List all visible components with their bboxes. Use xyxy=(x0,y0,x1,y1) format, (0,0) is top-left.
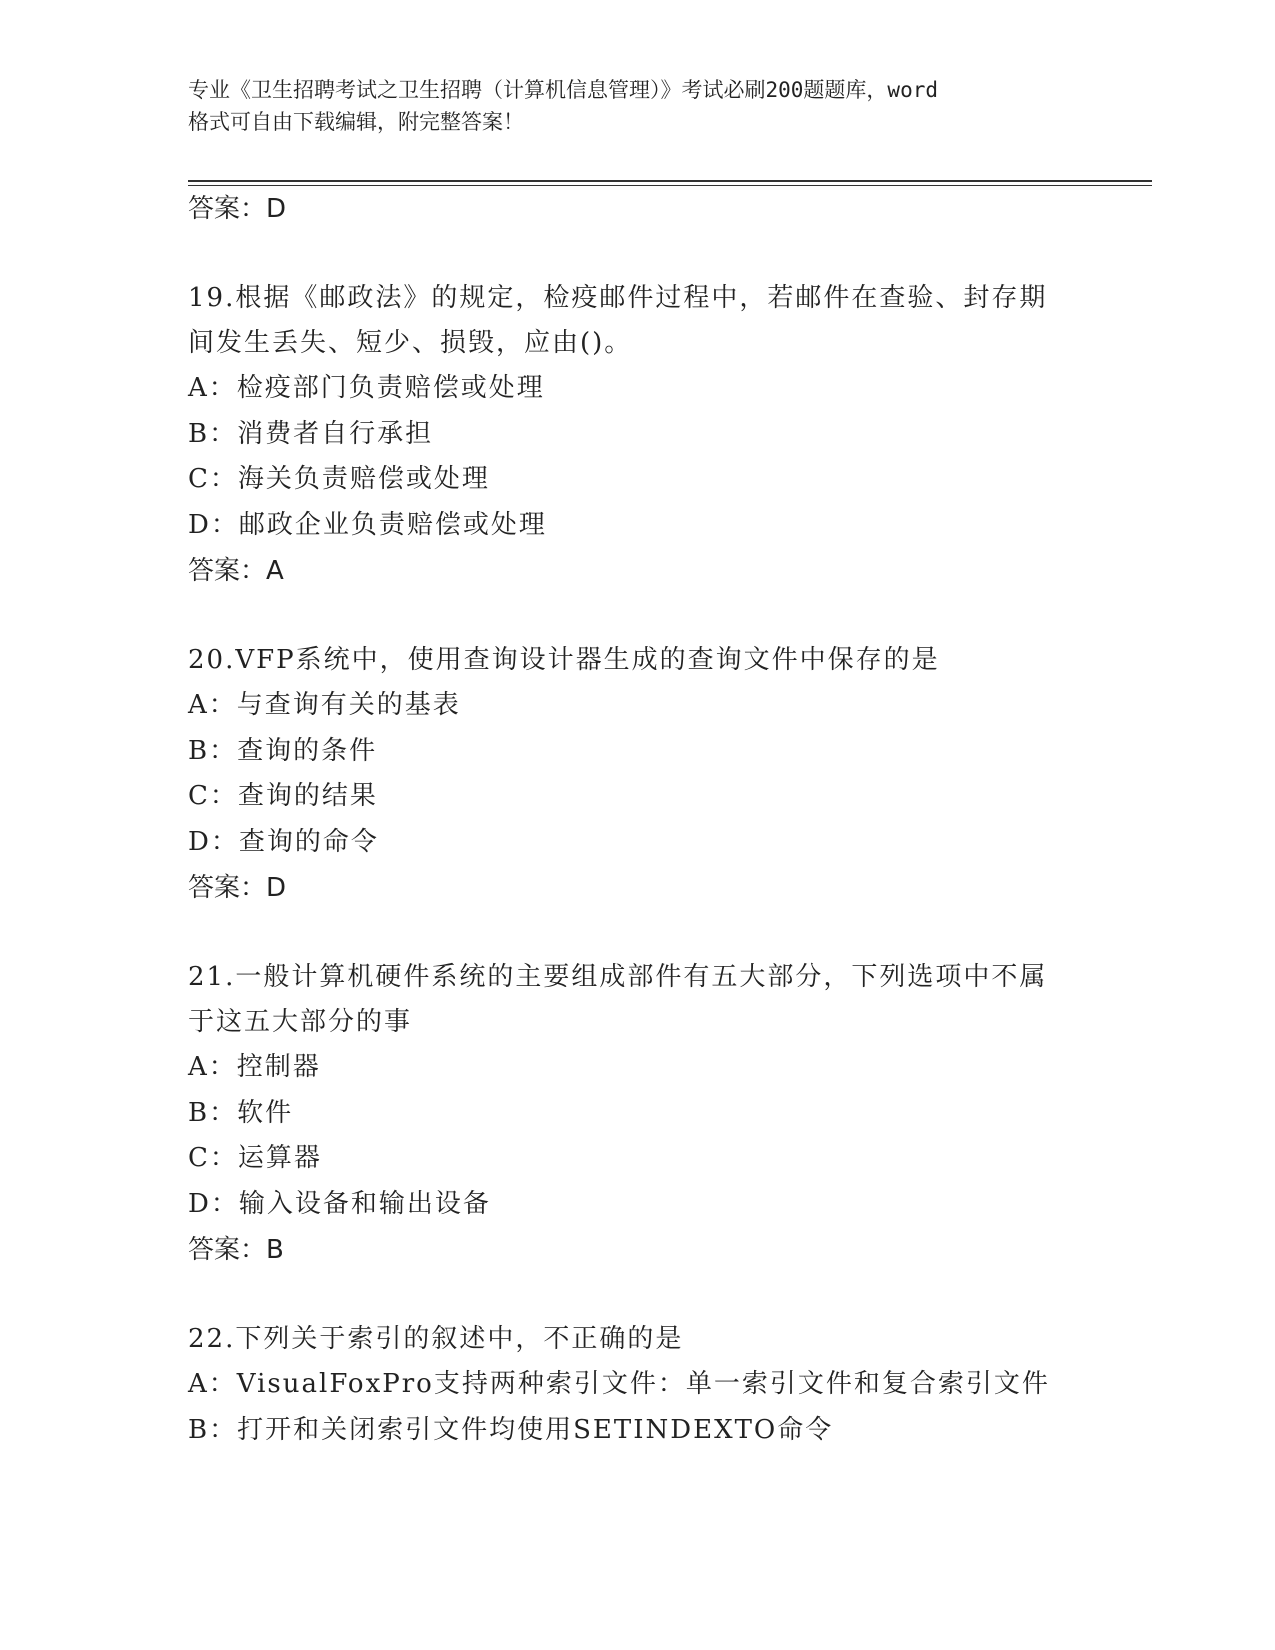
option-b: B：消费者自行承担 xyxy=(188,418,434,449)
option-a: A：VisualFoxPro支持两种索引文件：单一索引文件和复合索引文件 xyxy=(188,1369,1050,1399)
option-a: A：与查询有关的基表 xyxy=(188,690,461,720)
option-a: A：控制器 xyxy=(188,1052,321,1082)
question-22 xyxy=(188,1317,1148,1453)
option-c: C：海关负责赔偿或处理 xyxy=(188,464,490,494)
question-19 xyxy=(188,276,1148,594)
header-line-2: 格式可自由下载编辑，附完整答案！ xyxy=(188,110,524,134)
question-list xyxy=(188,186,1148,1453)
question-21 xyxy=(188,955,1148,1273)
question-stem-line: 间发生丢失、短少、损毁，应由()。 xyxy=(188,328,633,358)
question-stem-line: 于这五大部分的事 xyxy=(188,1007,413,1037)
option-d: D：查询的命令 xyxy=(188,826,379,857)
header-divider xyxy=(188,180,1152,182)
question-stem-line: 21.一般计算机硬件系统的主要组成部件有五大部分，下列选项中不属 xyxy=(188,962,1048,992)
answer-line: 答案：A xyxy=(188,556,284,586)
question-stem-line: 19.根据《邮政法》的规定，检疫邮件过程中，若邮件在查验、封存期 xyxy=(188,283,1048,313)
question-20 xyxy=(188,638,1148,911)
option-b: B：打开和关闭索引文件均使用SETINDEXTO命令 xyxy=(188,1414,834,1445)
answer-line: 答案：D xyxy=(188,873,287,903)
document-header xyxy=(188,74,1088,138)
option-b: B：查询的条件 xyxy=(188,735,378,766)
header-line-1: 专业《卫生招聘考试之卫生招聘（计算机信息管理）》考试必刷200题题库，word xyxy=(188,78,938,102)
option-a: A：检疫部门负责赔偿或处理 xyxy=(188,373,545,403)
question-stem-line: 22.下列关于索引的叙述中，不正确的是 xyxy=(188,1324,684,1354)
option-b: B：软件 xyxy=(188,1097,294,1128)
option-c: C：查询的结果 xyxy=(188,781,378,811)
answer-line: 答案：B xyxy=(188,1235,284,1265)
option-d: D：输入设备和输出设备 xyxy=(188,1188,491,1219)
option-c: C：运算器 xyxy=(188,1143,322,1173)
option-d: D：邮政企业负责赔偿或处理 xyxy=(188,509,547,540)
question-stem-line: 20.VFP系统中，使用查询设计器生成的查询文件中保存的是 xyxy=(188,645,940,675)
answer-line: 答案：D xyxy=(188,194,287,224)
